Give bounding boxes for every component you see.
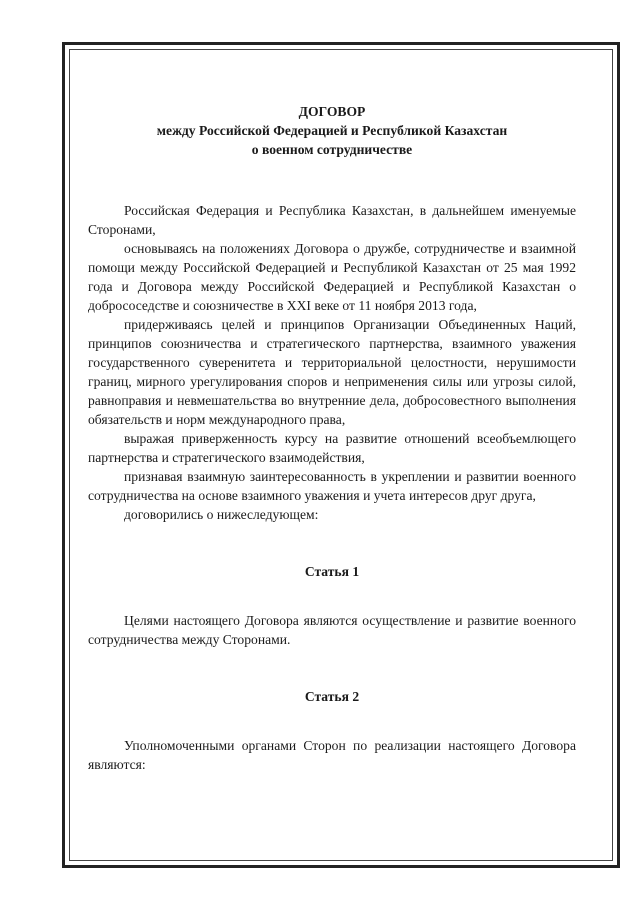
document-subtitle-line2: о военном сотрудничестве: [251, 142, 413, 157]
document-title: ДОГОВОР: [298, 104, 366, 119]
document-body: [88, 102, 576, 774]
article-2-title: Статья 2: [304, 689, 360, 704]
preamble-paragraph: Российская Федерация и Республика Казахстан, в дальнейшем именуемые Сторонами,: [88, 203, 576, 237]
preamble-paragraph: выражая приверженность курсу на развитие отношений всеобъемлющего партнерства и стратегического взаимодействия,: [88, 431, 576, 465]
preamble-paragraph: договорились о нижеследующем:: [124, 507, 319, 522]
preamble-paragraph: придерживаясь целей и принципов Организации Объединенных Наций, принципов союзничества и стратегического партнерства, взаимного уважения государственного суверенитета и территориальной целостности, нерушимости границ, мирного урегулирования споров и неприменения силы или угрозы силой, равноправия и невмешательства во внутренние дела, добросовестного выполнения обязательств и норм международного права,: [88, 317, 576, 427]
article-1-title: Статья 1: [304, 564, 360, 579]
title-block: [88, 102, 576, 159]
article-2-text: Уполномоченными органами Сторон по реализации настоящего Договора являются:: [88, 738, 576, 772]
document-subtitle-line1: между Российской Федерацией и Республикой Казахстан: [156, 123, 508, 138]
preamble-paragraph: основываясь на положениях Договора о дружбе, сотрудничестве и взаимной помощи между Российской Федерацией и Республикой Казахстан от 25 мая 1992 года и Договора между Российской Федерацией и Республикой Казахстан о добрососедстве и союзничестве в XXI веке от 11 ноября 2013 года,: [88, 241, 576, 313]
preamble-paragraph: признавая взаимную заинтересованность в укреплении и развитии военного сотрудничества на основе взаимного уважения и учета интересов друг друга,: [88, 469, 576, 503]
article-1-text: Целями настоящего Договора являются осуществление и развитие военного сотрудничества между Сторонами.: [88, 613, 576, 647]
